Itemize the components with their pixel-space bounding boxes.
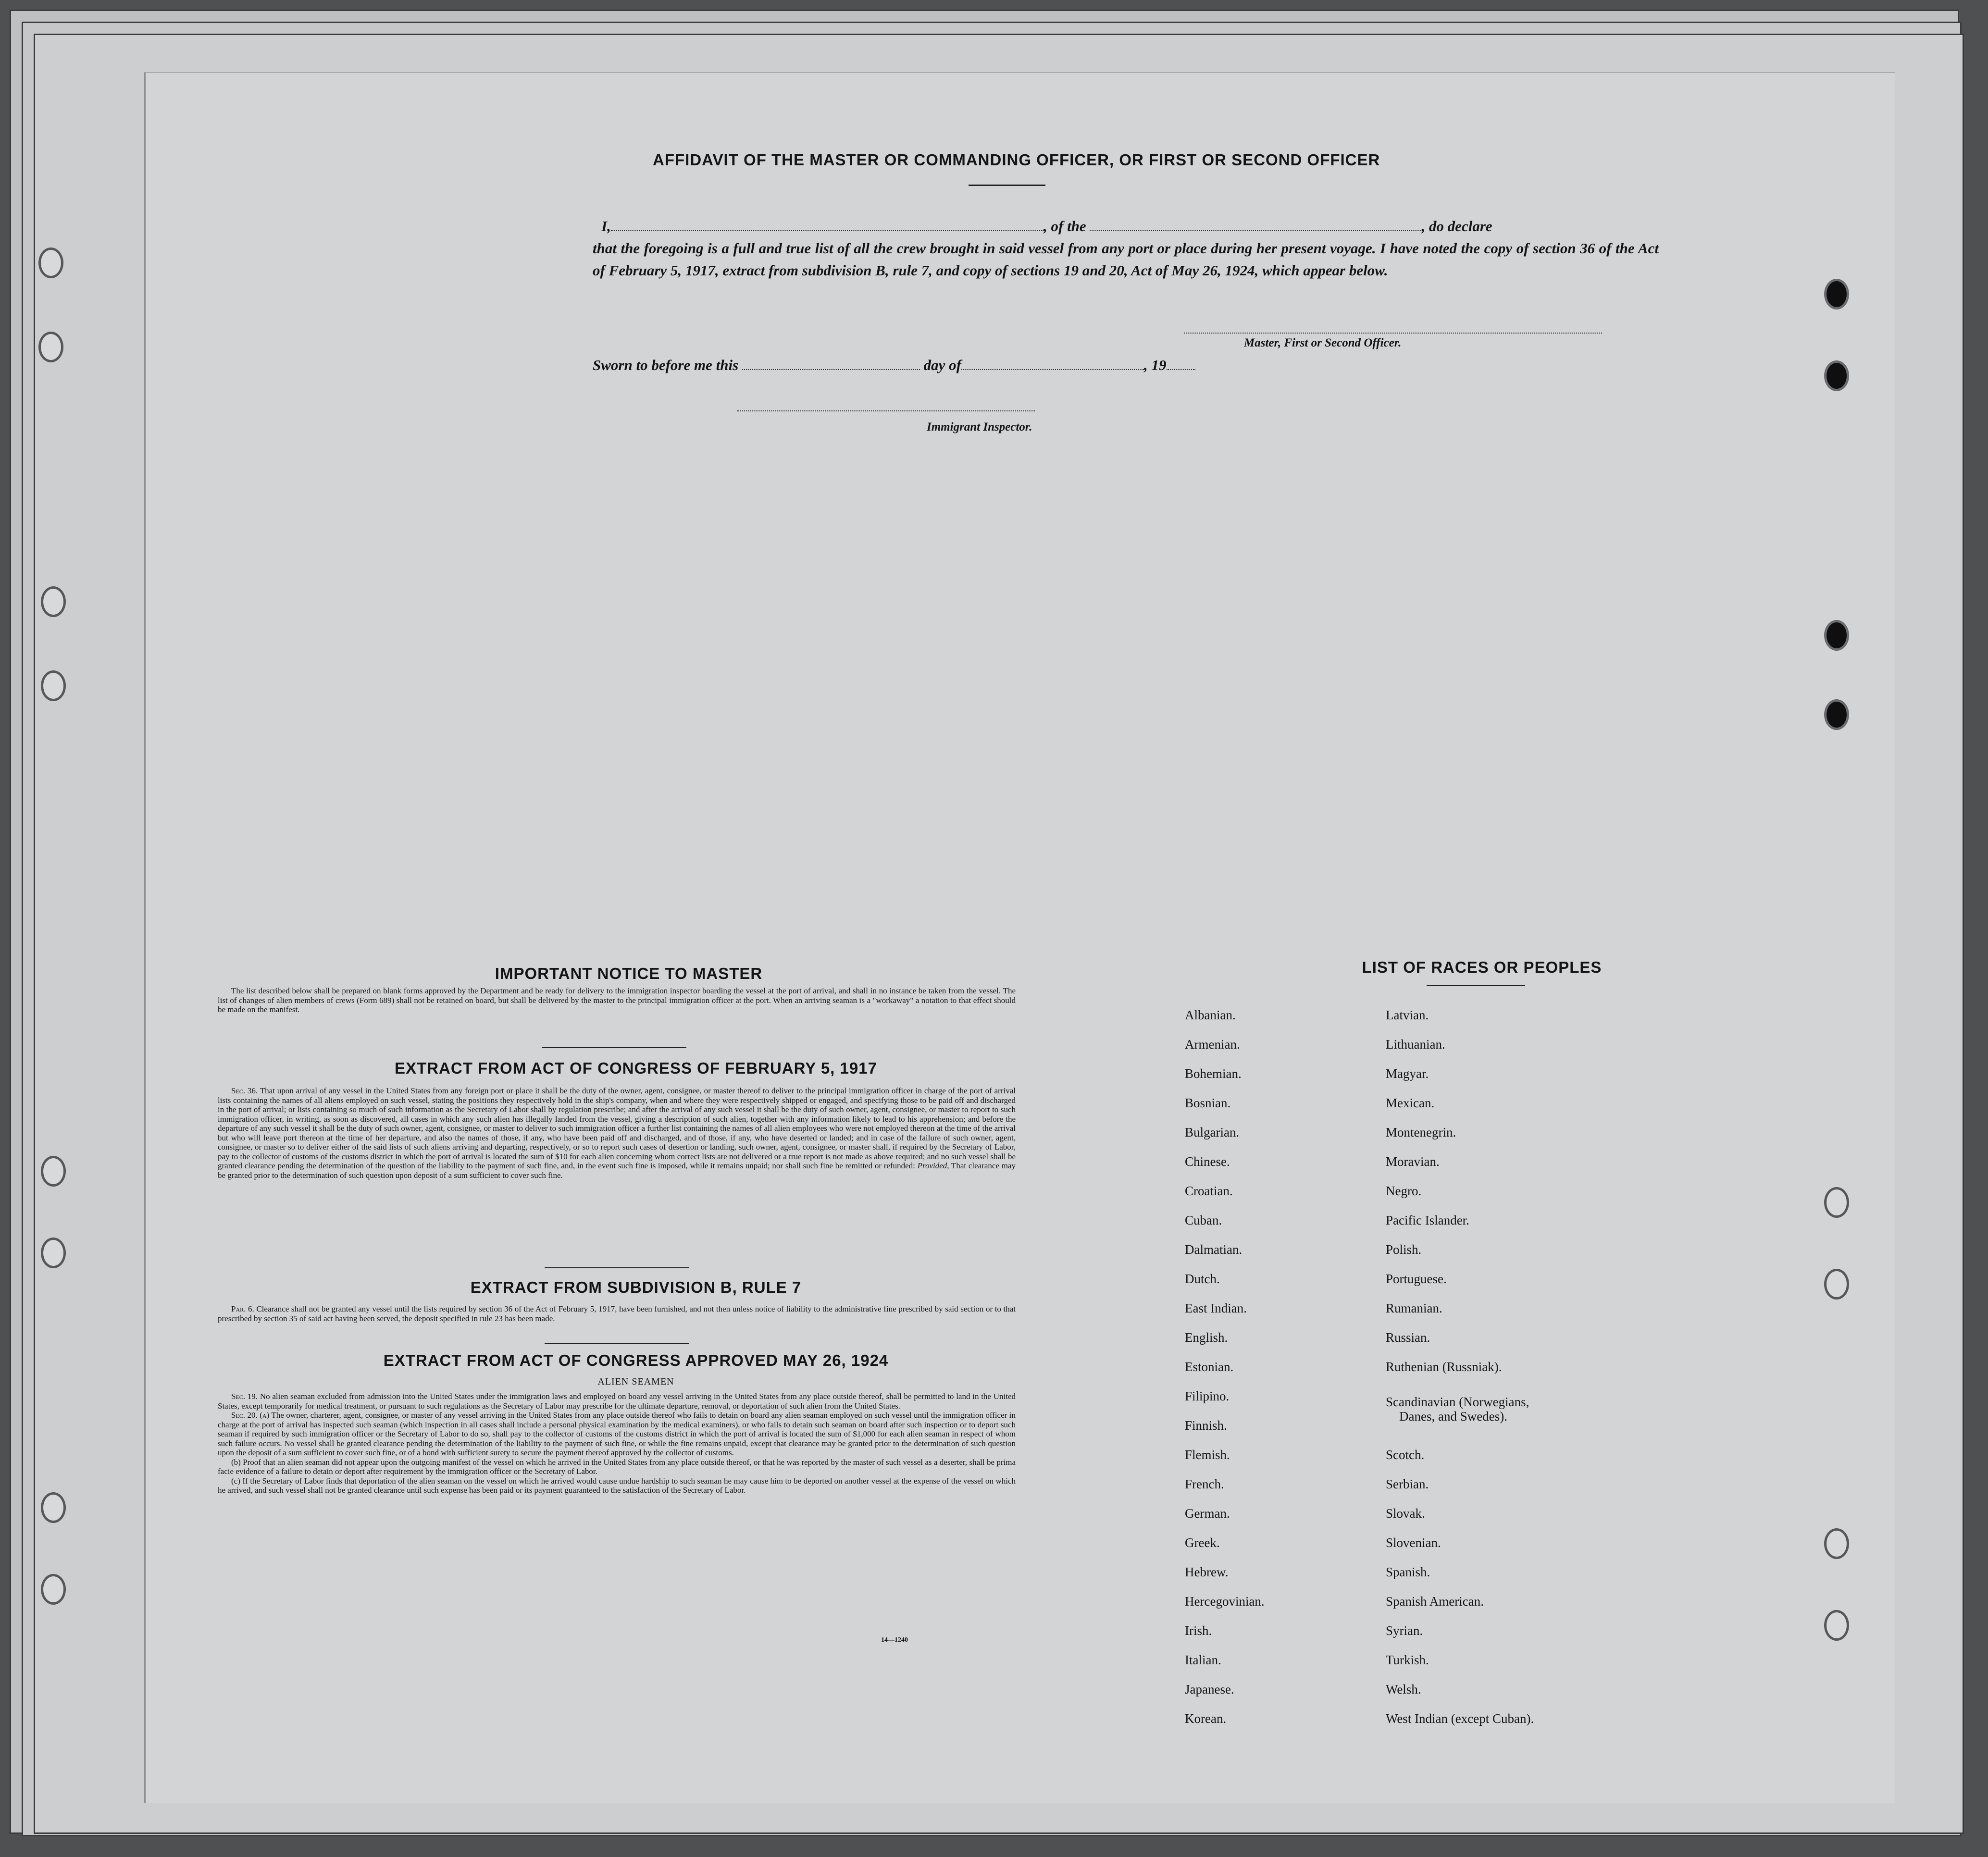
- section-20b-label: (b): [231, 1457, 241, 1467]
- section-20a-label: Sec. 20. (a): [231, 1411, 270, 1420]
- races-title: LIST OF RACES OR PEOPLES: [1362, 958, 1602, 976]
- race-item: Spanish.: [1386, 1565, 1430, 1579]
- race-item: Negro.: [1386, 1184, 1422, 1198]
- title-rule: [1427, 985, 1525, 986]
- name-blank[interactable]: [611, 230, 1044, 231]
- form-number: 14—1240: [881, 1636, 908, 1644]
- par-6-label: Par. 6.: [231, 1304, 254, 1313]
- declarant-prefix: I,: [601, 218, 611, 235]
- title-rule: [969, 185, 1045, 186]
- binder-hole: [41, 1156, 66, 1187]
- binder-hole: [41, 1574, 66, 1605]
- race-item: Irish.: [1185, 1623, 1212, 1638]
- section-20c-label: (c): [231, 1476, 240, 1486]
- race-item: German.: [1185, 1506, 1230, 1521]
- race-item: Croatian.: [1185, 1184, 1233, 1198]
- rule-7-text: [218, 1304, 1016, 1323]
- inspector-signature-label: Immigrant Inspector.: [927, 421, 1032, 433]
- race-item: Armenian.: [1185, 1037, 1240, 1052]
- race-item: Chinese.: [1185, 1154, 1230, 1169]
- section-rule: [545, 1267, 689, 1268]
- notice-title: IMPORTANT NOTICE TO MASTER: [495, 965, 763, 982]
- section-36-label: Sec. 36.: [231, 1086, 258, 1095]
- section-20c-paragraph: [218, 1476, 1016, 1495]
- race-item: Welsh.: [1386, 1682, 1421, 1696]
- sworn-year-blank[interactable]: [1167, 369, 1195, 370]
- race-item: Ruthenian (Russniak).: [1386, 1360, 1502, 1374]
- affidavit-statement: [593, 215, 1659, 282]
- section-rule: [542, 1047, 686, 1048]
- do-declare-label: , do declare: [1421, 218, 1492, 235]
- provided-label: Provided,: [917, 1161, 949, 1170]
- binder-hole: [1824, 279, 1849, 310]
- race-item: East Indian.: [1185, 1301, 1247, 1315]
- race-item: Turkish.: [1386, 1653, 1429, 1667]
- section-19-paragraph: [218, 1392, 1016, 1411]
- section-20a-paragraph: [218, 1411, 1016, 1458]
- race-item: Bohemian.: [1185, 1066, 1242, 1081]
- race-item: Lithuanian.: [1386, 1037, 1445, 1052]
- extract-1917-title: EXTRACT FROM ACT OF CONGRESS OF FEBRUARY 5, 1917: [395, 1059, 877, 1077]
- race-item: Korean.: [1185, 1711, 1227, 1726]
- vessel-blank[interactable]: [1090, 230, 1421, 231]
- section-19-body: No alien seaman excluded from admission into the United States under the immigration laws and employed on board any vessel arriving in the United States from any place outside thereof, shall be permitted to land in the United States, except temporarily for medical treatment, or pursuant to such regulations as the Secretary of Labor may prescribe for the ultimate departure, removal, or deportation of such alien from the United States.: [218, 1392, 1016, 1411]
- binder-hole: [41, 1238, 66, 1268]
- binder-hole: [1824, 1528, 1849, 1559]
- race-item: Hebrew.: [1185, 1565, 1229, 1579]
- binder-hole: [38, 248, 63, 278]
- section-20b-body: Proof that an alien seaman did not appear upon the outgoing manifest of the vessel on which he arrived in the United States from any place outside thereof, or that he was reported by the master of such vessel as a deserter, shall be prima facie evidence of a failure to detain or deport after requirement by the immigration officer or the Secretary of Labor.: [218, 1457, 1016, 1476]
- race-item: Dalmatian.: [1185, 1242, 1242, 1257]
- race-item: Italian.: [1185, 1653, 1221, 1667]
- race-item: Portuguese.: [1386, 1272, 1447, 1286]
- alien-seamen-subtitle: ALIEN SEAMEN: [597, 1376, 674, 1387]
- race-item: Japanese.: [1185, 1682, 1234, 1696]
- sworn-label: Sworn to before me this: [593, 357, 739, 373]
- of-the-label: , of the: [1044, 218, 1086, 235]
- act-1924-text: [218, 1392, 1016, 1495]
- par-6-body: Clearance shall not be granted any vessel until the lists required by section 36 of the Act of February 5, 1917, have been furnished, and not then unless notice of liability to the administrative fine prescribed by said section or to that prescribed by section 35 of said act having been served, the deposit specified in rule 23 has been made.: [218, 1304, 1016, 1323]
- binder-hole: [1824, 360, 1849, 391]
- races-column-2: [1386, 1008, 1534, 1741]
- affidavit-body: that the foregoing is a full and true list of all the crew brought in said vessel from any port or place during her present voyage. I have noted the copy of section 36 of the Act of February 5, 1917, extract from subdivision B, rule 7, and copy of sections 19 and 20, Act of May 26, 1924, which appear below.: [593, 240, 1659, 279]
- notice-text: [218, 986, 1016, 1015]
- race-item: Syrian.: [1386, 1623, 1423, 1638]
- race-item: Latvian.: [1386, 1008, 1429, 1022]
- section-20b-paragraph: [218, 1458, 1016, 1476]
- master-signature-label: Master, First or Second Officer.: [1244, 336, 1402, 349]
- binder-hole: [41, 586, 66, 617]
- binder-hole: [41, 670, 66, 701]
- race-item: Moravian.: [1386, 1154, 1440, 1169]
- race-item: Hercegovinian.: [1185, 1594, 1265, 1609]
- sworn-line: [593, 357, 1195, 374]
- race-item: West Indian (except Cuban).: [1386, 1711, 1534, 1726]
- section-20c-body: If the Secretary of Labor finds that deportation of the alien seaman on the vessel on which he arrived would cause undue hardship to such seaman he may cause him to be deported on another vessel at the expense of the vessel on which he arrived, and such vessel shall not be granted clearance until such expense has been paid or its payment guaranteed to the satisfaction of the Secretary of Labor.: [218, 1476, 1016, 1495]
- binder-hole: [38, 332, 63, 362]
- master-signature-line[interactable]: [1184, 333, 1602, 334]
- section-rule: [545, 1343, 689, 1344]
- race-item: Slovak.: [1386, 1506, 1425, 1521]
- race-item: Scandinavian (Norwegians,: [1386, 1395, 1529, 1409]
- race-item: Finnish.: [1185, 1418, 1227, 1433]
- binder-hole: [1824, 620, 1849, 651]
- race-item: French.: [1185, 1477, 1224, 1491]
- race-item: Rumanian.: [1386, 1301, 1442, 1315]
- races-column-1: [1185, 1008, 1265, 1741]
- race-item: Greek.: [1185, 1535, 1220, 1550]
- rule-7-paragraph: [218, 1304, 1016, 1323]
- year-label: , 19: [1144, 357, 1167, 373]
- form-page: [144, 72, 1895, 1803]
- race-item: Filipino.: [1185, 1389, 1230, 1403]
- race-item: Danes, and Swedes).: [1399, 1409, 1507, 1424]
- race-item: Polish.: [1386, 1242, 1422, 1257]
- race-item: Slovenian.: [1386, 1535, 1441, 1550]
- race-item: Magyar.: [1386, 1066, 1429, 1081]
- race-item: Spanish American.: [1386, 1594, 1484, 1609]
- race-item: Scotch.: [1386, 1448, 1425, 1462]
- inspector-signature-line[interactable]: [737, 410, 1035, 411]
- day-of-label: day of: [923, 357, 961, 373]
- binder-hole: [1824, 699, 1849, 730]
- rule-7-title: EXTRACT FROM SUBDIVISION B, RULE 7: [470, 1278, 802, 1296]
- race-item: Mexican.: [1386, 1096, 1435, 1110]
- race-item: Cuban.: [1185, 1213, 1222, 1227]
- section-20a-body: The owner, charterer, agent, consignee, or master of any vessel arriving in the United States from any place outside thereof who fails to detain on board any alien seaman employed on such vessel until the immigration officer in charge at the port of arrival has inspected such seaman (which inspection in all cases shall include a personal physical examination by the medical examiners), or who fails to detain such seaman on board after such inspection or to deport such seaman if required by such immigration officer or the Secretary of Labor to do so, shall pay to the collector of customs of the customs district in which the port of arrival is located the sum of $1,000 for each alien seaman in respect of whom such failure occurs. No vessel shall be granted clearance pending the determination of the liability to the payment of such fine, or while the fine remains unpaid, except that clearance may be granted prior to the determination of such question upon the deposit of a sum sufficient to cover such fine, or of a bond with sufficient surety to secure the payment thereof approved by the collector of customs.: [218, 1411, 1016, 1457]
- race-item: Dutch.: [1185, 1272, 1220, 1286]
- sworn-month-blank[interactable]: [961, 369, 1144, 370]
- binder-hole: [1824, 1187, 1849, 1218]
- race-item: Estonian.: [1185, 1360, 1234, 1374]
- race-item: English.: [1185, 1330, 1228, 1345]
- section-36-body-end: That clearance may be granted prior to the determination of such question upon deposit of a sum sufficient to cover such fine.: [218, 1161, 1016, 1180]
- race-item: Bulgarian.: [1185, 1125, 1240, 1139]
- race-item: Albanian.: [1185, 1008, 1236, 1022]
- section-36-body: That upon arrival of any vessel in the United States from any foreign port or place it shall be the duty of the owner, agent, consignee, or master thereof to deliver to the principal immigration officer in charge of the port of arrival lists containing the names of all aliens employed on such vessel, stating the positions they respectively hold in the ship's company, when and where they were respectively shipped or engaged, and specifying those to be paid off and discharged in the port of arrival; or lists containing so much of such information as the Secretary of Labor shall by regulation prescribe; and after the arrival of any such vessel it shall be the duty of such owner, agent, consignee, or master to report to such immigration officer, in writing, as soon as discovered, all cases in which any such alien has illegally landed from the vessel, giving a description of such alien, together with any information likely to lead to his apprehension; and before the departure of any such vessel it shall be the duty of such owner, agent, consignee, or master to deliver to such immigration officer a further list containing the names of all alien employees who were not employed thereon at the time of the arrival but who will leave port thereon at the time of her departure, and also the names of those, if any, who have been paid off and discharged, and of those, if any, who have deserted or landed; and in case of the failure of such owner, agent, consignee, or master so to deliver either of the said lists of such aliens arriving and departing, respectively, or so to report such cases of desertion or landing, such owner, agent, consignee, or master shall, if required by the Secretary of Labor, pay to the collector of customs of the customs district in which the port of arrival is located the sum of $10 for each alien concerning whom correct lists are not delivered or a true report is not made as above required; and no such vessel shall be granted clearance pending the determination of the question of the liability to the payment of such fine, and, in the event such fine is imposed, while it remains unpaid; nor shall such fine be remitted or refunded:: [218, 1086, 1016, 1170]
- race-item: Serbian.: [1386, 1477, 1429, 1491]
- section-36-paragraph: [218, 1086, 1016, 1180]
- race-item: Flemish.: [1185, 1448, 1230, 1462]
- binder-hole: [1824, 1269, 1849, 1300]
- act-1924-title: EXTRACT FROM ACT OF CONGRESS APPROVED MAY 26, 1924: [383, 1351, 889, 1369]
- race-item: Bosnian.: [1185, 1096, 1231, 1110]
- sworn-date-blank[interactable]: [742, 369, 920, 370]
- extract-1917-text: [218, 1086, 1016, 1180]
- affidavit-title: AFFIDAVIT OF THE MASTER OR COMMANDING OFFICER, OR FIRST OR SECOND OFFICER: [653, 151, 1380, 169]
- race-item: Montenegrin.: [1386, 1125, 1456, 1139]
- binder-hole: [41, 1492, 66, 1523]
- notice-paragraph: The list described below shall be prepared on blank forms approved by the Department and be ready for delivery to the immigration inspector boarding the vessel at the port of arrival, and shall in no instance be taken from the vessel. The list of changes of alien members of crews (Form 689) shall not be retained on board, but shall be delivered by the master to the principal immigration officer at the port. When an arriving seaman is a "workaway" a notation to that effect should be made on the manifest.: [218, 986, 1016, 1014]
- binder-hole: [1824, 1610, 1849, 1641]
- race-item: Pacific Islander.: [1386, 1213, 1469, 1227]
- race-item: Russian.: [1386, 1330, 1430, 1345]
- section-19-label: Sec. 19.: [231, 1392, 258, 1401]
